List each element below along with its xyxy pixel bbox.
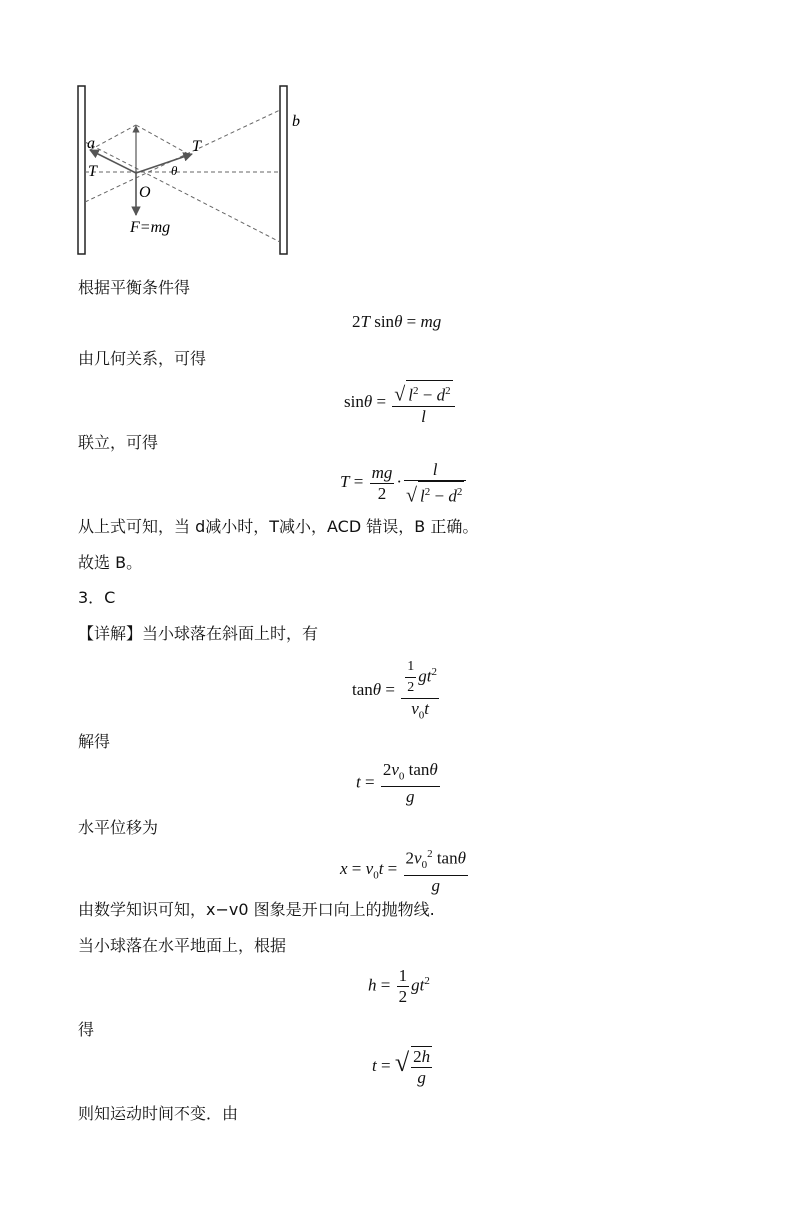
label-a: a: [87, 135, 95, 152]
left-wall: [78, 86, 85, 254]
text-line-6: 3．C: [78, 588, 116, 607]
text-line-4: 从上式可知，当 d减小时，T减小，ACD 错误，B 正确。: [78, 517, 479, 536]
text-line-9: 水平位移为: [78, 818, 159, 837]
text-line-13: 则知运动时间不变．由: [78, 1104, 239, 1123]
text-line-7: 【详解】当小球落在斜面上时，有: [78, 624, 319, 643]
equation-7: h = $\frac{1}{2}$ $gt^2$: [368, 966, 430, 1006]
tension-right-arrow: [136, 154, 192, 173]
text-line-1: 根据平衡条件得: [78, 278, 191, 297]
text-line-3: 联立，可得: [78, 433, 159, 452]
label-theta: θ: [171, 163, 178, 178]
text-line-2: 由几何关系，可得: [78, 349, 207, 368]
label-b: b: [292, 113, 300, 130]
label-F: F=mg: [130, 219, 171, 236]
label-T-right: T: [192, 138, 201, 155]
text-line-5: 故选 B。: [78, 553, 143, 572]
equation-5: t = $\frac{2v_0 \tan\theta}{g}$: [356, 760, 438, 807]
equation-6: $x = v_0t$ = $\frac{2v_0^2 \tan\theta}{g}$: [340, 844, 470, 896]
equation-4: tanθ = $\frac{1}{2}$ $gt^2$ $v_0t$: [352, 659, 437, 722]
force-diagram: [70, 80, 330, 260]
text-line-12: 得: [78, 1020, 95, 1039]
text-line-8: 解得: [78, 732, 111, 751]
label-T-left: T: [88, 163, 97, 180]
equation-8: t = √ $\frac{2h}{g}$: [372, 1047, 431, 1087]
text-line-10: 由数学知识可知，x−v0 图象是开口向上的抛物线.: [78, 900, 435, 919]
equation-1: 2T sinθ = mg: [352, 312, 442, 331]
text-line-11: 当小球落在水平地面上，根据: [78, 936, 287, 955]
label-O: O: [139, 184, 151, 201]
equation-3: T = $\frac{mg}{2}$ · $\frac{l}{√ l^2 - d^2}$: [340, 460, 468, 507]
equation-2: sinθ = $\frac{√ l^2 - d^2}{l}$: [344, 380, 457, 427]
right-wall: [280, 86, 287, 254]
